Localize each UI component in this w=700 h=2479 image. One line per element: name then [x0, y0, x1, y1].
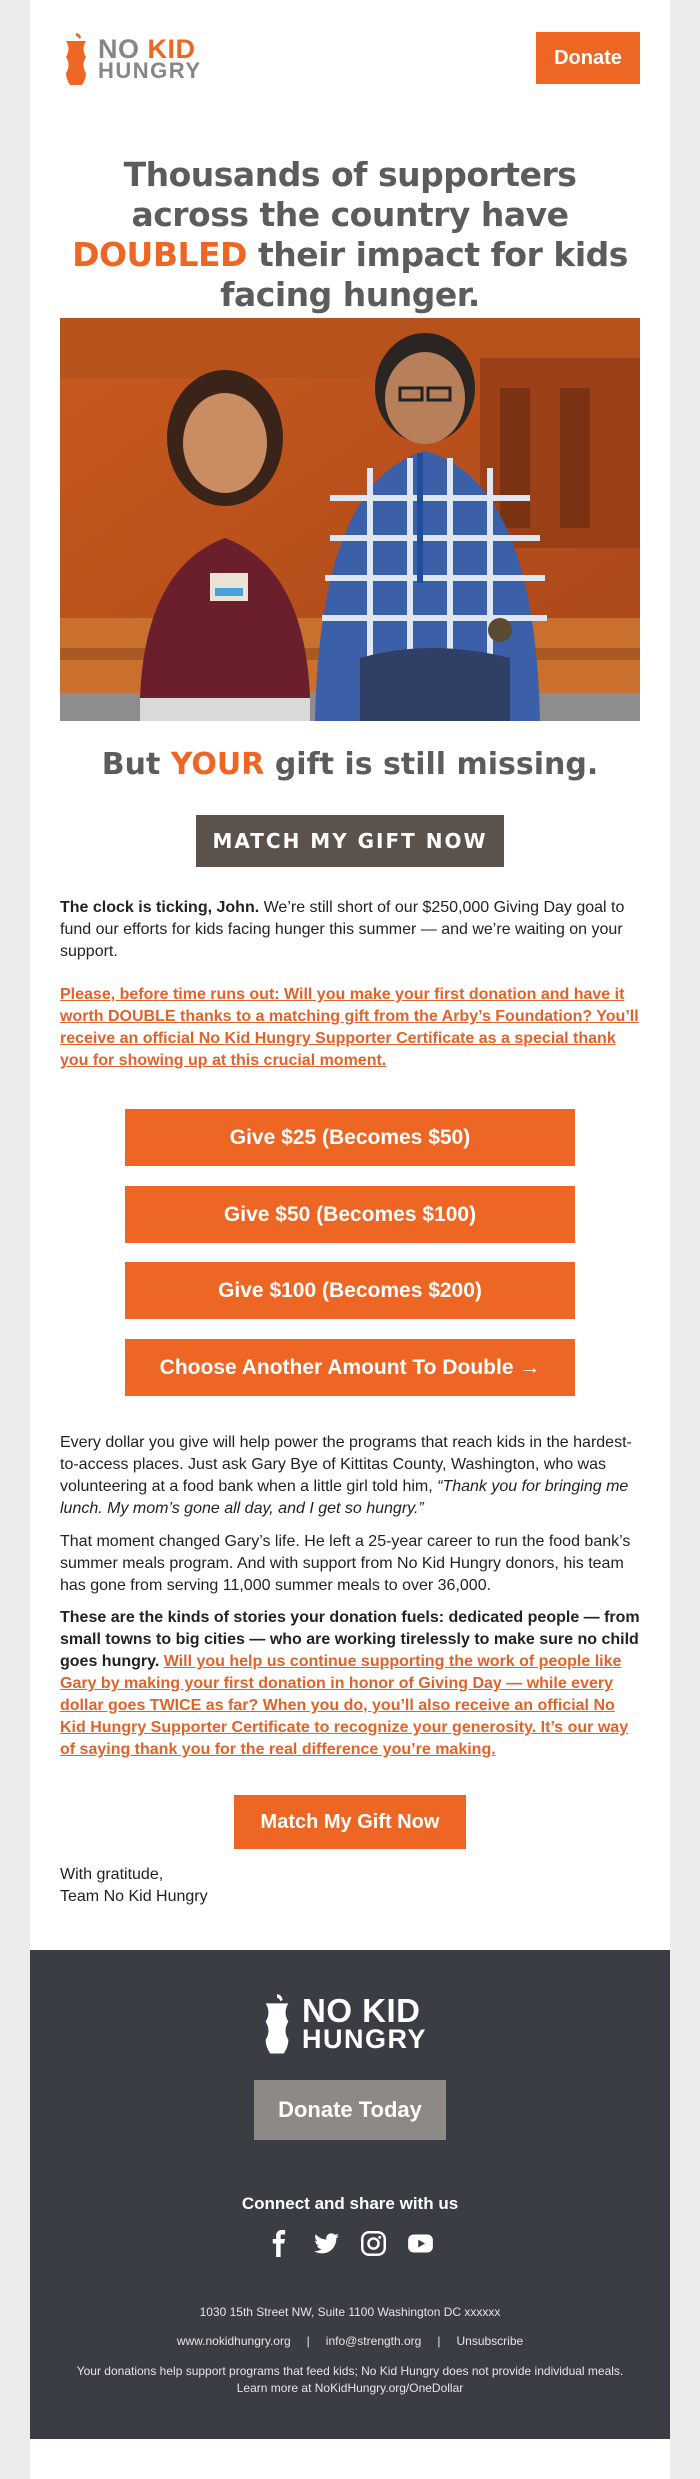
give-25-button[interactable]: Give $25 (Becomes $50) [125, 1109, 575, 1166]
choose-another-amount-button[interactable]: Choose Another Amount To Double → [125, 1339, 575, 1396]
connect-heading: Connect and share with us [241, 2194, 459, 2213]
footer-separator: | [437, 2334, 441, 2348]
signoff-line: With gratitude, [60, 1866, 164, 1883]
twitter-icon[interactable] [313, 2230, 340, 2257]
paragraph-clock-ticking [60, 897, 640, 963]
match-my-gift-now-button-secondary[interactable]: Match My Gift Now [234, 1795, 466, 1849]
logo-hungry: HUNGRY [98, 58, 202, 83]
footer-logo-wordmark [302, 1992, 428, 2054]
donate-button[interactable]: Donate [536, 32, 640, 84]
header [30, 0, 670, 120]
headline-emphasis: DOUBLED [72, 235, 247, 274]
headline [70, 155, 630, 315]
apple-core-icon [258, 1992, 296, 2058]
paragraph-donation-ask [60, 984, 640, 1072]
footer-separator: | [306, 2334, 310, 2348]
signoff-signature: Team No Kid Hungry [60, 1888, 208, 1905]
paragraph-bold-lead: The clock is ticking, John. [60, 899, 260, 916]
social-links [30, 2230, 670, 2257]
footer-address: 1030 15th Street NW, Suite 1100 Washington DC xxxxxx [199, 2305, 501, 2319]
subhead-text: But [101, 747, 171, 782]
youtube-icon[interactable] [407, 2230, 434, 2257]
paragraph-quote: “Thank you for bringing me lunch. My mom’s gone all day, and I get so hungry.” [60, 1478, 629, 1517]
paragraph-bold-lead: These are the kinds of stories your donation fuels: dedicated people — from small towns to big cities — who are working tirelessly to make sure no child goes hungry. [60, 1609, 640, 1670]
headline-text: Thousands of supporters across the country have [123, 155, 577, 234]
email-link[interactable]: info@strength.org [325, 2334, 422, 2348]
footer-logo-line2: HUNGRY [302, 2024, 428, 2054]
footer-links [30, 2334, 670, 2348]
footer-logo-line1: NO KID [302, 1992, 421, 2029]
paragraph-gary-career: That moment changed Gary’s life. He left a 25-year career to run the food bank’s summer meals program. And with support from No Kid Hungry donors, his team has gone from serving 11,000 summer meals to over 36,000. [60, 1533, 631, 1594]
paragraph-text: Every dollar you give will help power the programs that reach kids in the hardest-to-access places. Just ask Gary Bye of Kittitas County, Washington, who was volunteering at a food bank when a little girl told him, [60, 1434, 632, 1495]
logo-no: NO [98, 34, 140, 64]
website-link[interactable]: www.nokidhungry.org [176, 2334, 291, 2348]
headline-text-end: their impact for kids facing hunger. [220, 235, 628, 314]
hero-image[interactable] [60, 318, 640, 721]
unsubscribe-link[interactable]: Unsubscribe [456, 2334, 524, 2348]
match-my-gift-now-button[interactable]: MATCH MY GIFT NOW [196, 815, 504, 867]
logo-kid: KID [147, 34, 196, 64]
instagram-icon[interactable] [360, 2230, 387, 2257]
paragraph-stories [60, 1607, 640, 1761]
subhead-emphasis: YOUR [170, 747, 265, 782]
support-gary-link[interactable]: Will you help us continue supporting the work of people like Gary by making your first donation in honor of Giving Day — while every dollar goes TWICE as far? When you do, you’ll also receive an official No Kid Hungry Supporter Certificate to recognize your generosity. It’s our way of saying thank you for the real difference you’re making. [60, 1653, 629, 1758]
paragraph-text: We’re still short of our $250,000 Giving Day goal to fund our efforts for kids facing hunger this summer — and we’re waiting on your support. [60, 899, 625, 960]
signoff [60, 1864, 640, 1908]
photo-girl-and-man-icon [60, 318, 640, 721]
apple-core-icon [60, 31, 92, 89]
footer-disclaimer: Your donations help support programs that feed kids; No Kid Hungry does not provide individual meals. Learn more at NoKidHungry.org/OneDollar [76, 2364, 624, 2395]
logo-wordmark [98, 34, 202, 83]
subheadline [60, 747, 640, 782]
donation-ask-link[interactable]: Please, before time runs out: Will you make your first donation and have it worth DOUBLE thanks to a matching gift from the Arby’s Foundation? You’ll receive an official No Kid Hungry Supporter Certificate as a special thank you for showing up at this crucial moment. [60, 986, 639, 1069]
footer [30, 1950, 670, 2439]
give-50-button[interactable]: Give $50 (Becomes $100) [125, 1186, 575, 1243]
footer-logo[interactable] [258, 1990, 427, 2060]
email-page [30, 0, 670, 2479]
donate-today-button[interactable]: Donate Today [254, 2080, 446, 2140]
subhead-text-end: gift is still missing. [264, 747, 599, 782]
no-kid-hungry-logo[interactable] [60, 30, 202, 90]
facebook-icon[interactable] [266, 2230, 293, 2257]
paragraph-gary-story [60, 1432, 640, 1520]
give-100-button[interactable]: Give $100 (Becomes $200) [125, 1262, 575, 1319]
